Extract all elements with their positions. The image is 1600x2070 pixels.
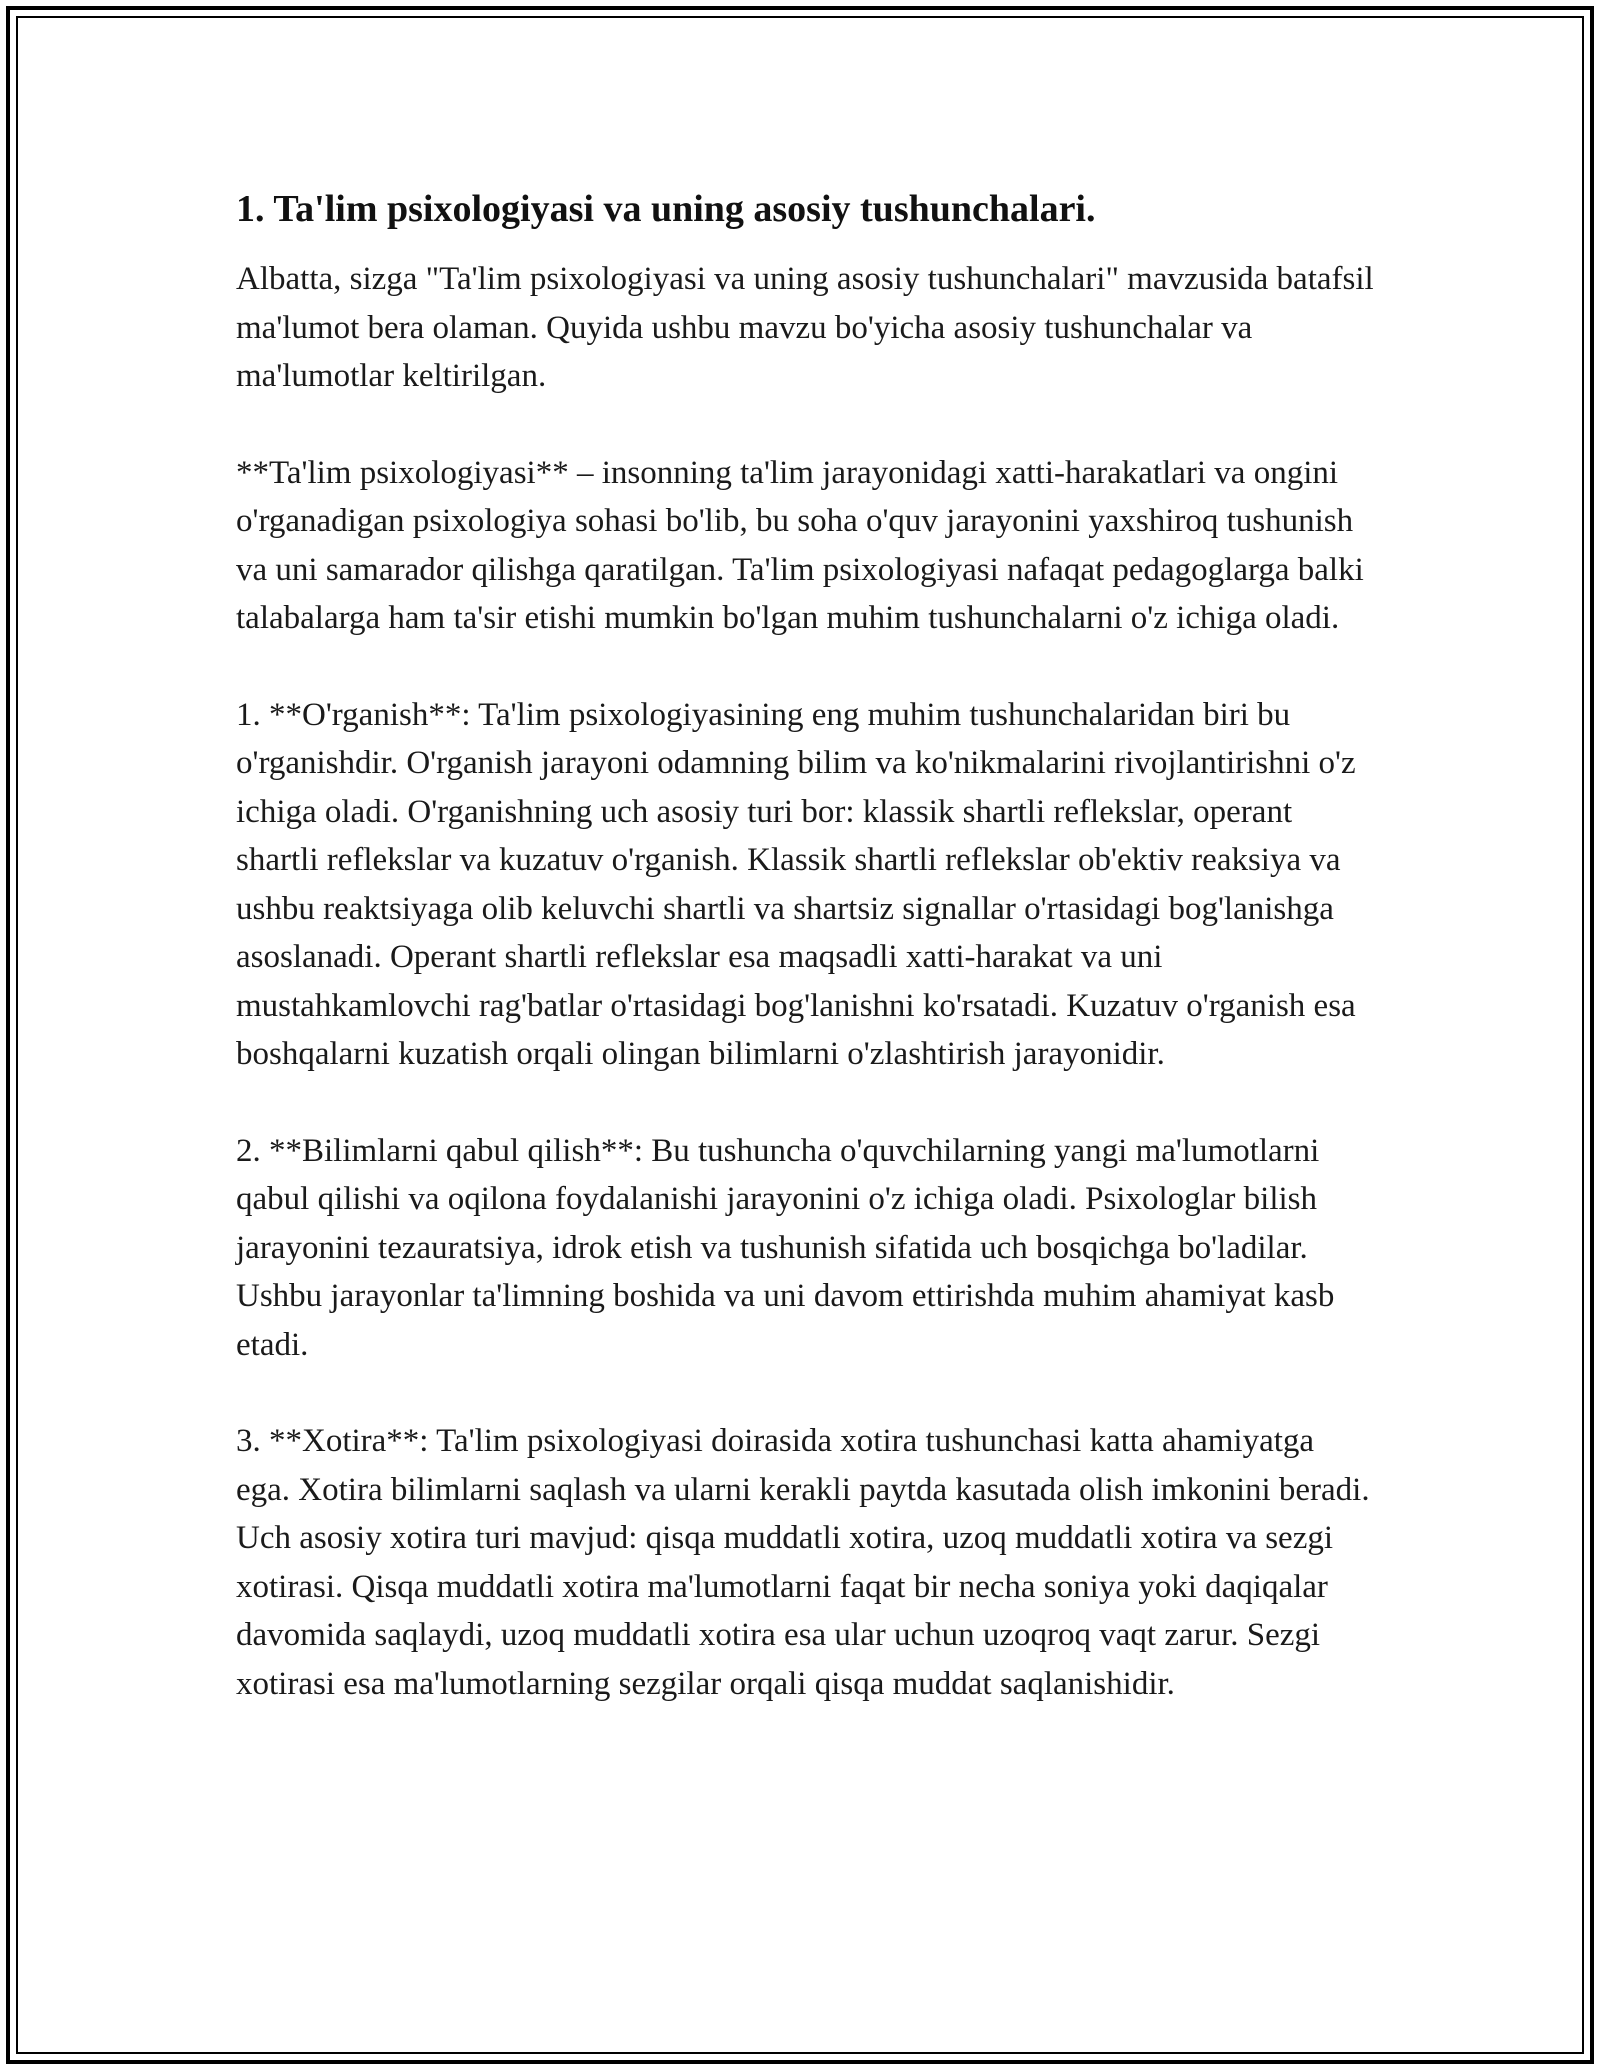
document-title: 1. Ta'lim psixologiyasi va uning asosiy tushunchalari. (236, 188, 1096, 230)
paragraph-learning: 1. **O'rganish**: Ta'lim psixologiyasining eng muhim tushunchalaridan biri bu o'rganishdir. O'rganish jarayoni odamning bilim va ko'nikmalarini rivojlantirishni o'z ichiga oladi. O'rganishning uch asosiy turi bor: klassik shartli reflekslar, operant shartli reflekslar va kuzatuv o'rganish. Klassik shartli reflekslar ob'ektiv reaksiya va ushbu reaktsiyaga olib keluvchi shartli va shartsiz signallar o'rtasidagi bog'lanishga asoslanadi. Operant shartli reflekslar esa maqsadli xatti-harakat va uni mustahkamlovchi rag'batlar o'rtasidagi bog'lanishni ko'rsatadi. Kuzatuv o'rganish esa boshqalarni kuzatish orqali olingan bilimlarni o'zlashtirish jarayonidir. (236, 696, 1356, 1072)
paragraph-memory: 3. **Xotira**: Ta'lim psixologiyasi doirasida xotira tushunchasi katta ahamiyatga ega. Xotira bilimlarni saqlash va ularni kerakli paytda kasutada olish imkonini beradi. Uch asosiy xotira turi mavjud: qisqa muddatli xotira, uzoq muddatli xotira va sezgi xotirasi. Qisqa muddatli xotira ma'lumotlarni faqat bir necha soniya yoki daqiqalar davomida saqlaydi, uzoq muddatli xotira esa ular uchun uzoqroq vaqt zarur. Sezgi xotirasi esa ma'lumotlarning sezgilar orqali qisqa muddat saqlanishidir. (236, 1423, 1370, 1702)
paragraph-knowledge-acquisition: 2. **Bilimlarni qabul qilish**: Bu tushuncha o'quvchilarning yangi ma'lumotlarni qabul qilishi va oqilona foydalanishi jarayonini o'z ichiga oladi. Psixologlar bilish jarayonini tezauratsiya, idrok etish va tushunish sifatida uch bosqichga bo'ladilar. Ushbu jarayonlar ta'limning boshida va uni davom ettirishda muhim ahamiyat kasb etadi. (236, 1132, 1335, 1363)
paragraph-intro: Albatta, sizga "Ta'lim psixologiyasi va uning asosiy tushunchalari" mavzusida batafsil ma'lumot bera olaman. Quyida ushbu mavzu bo'yicha asosiy tushunchalar va ma'lumotlar keltirilgan. (236, 261, 1374, 394)
paragraph-definition: **Ta'lim psixologiyasi** – insonning ta'lim jarayonidagi xatti-harakatlari va ongini o'rganadigan psixologiya sohasi bo'lib, bu soha o'quv jarayonini yaxshiroq tushunish va uni samarador qilishga qaratilgan. Ta'lim psixologiyasi nafaqat pedagoglarga balki talabalarga ham ta'sir etishi mumkin bo'lgan muhim tushunchalarni o'z ichiga oladi. (236, 454, 1364, 636)
document-body (236, 185, 1376, 1756)
